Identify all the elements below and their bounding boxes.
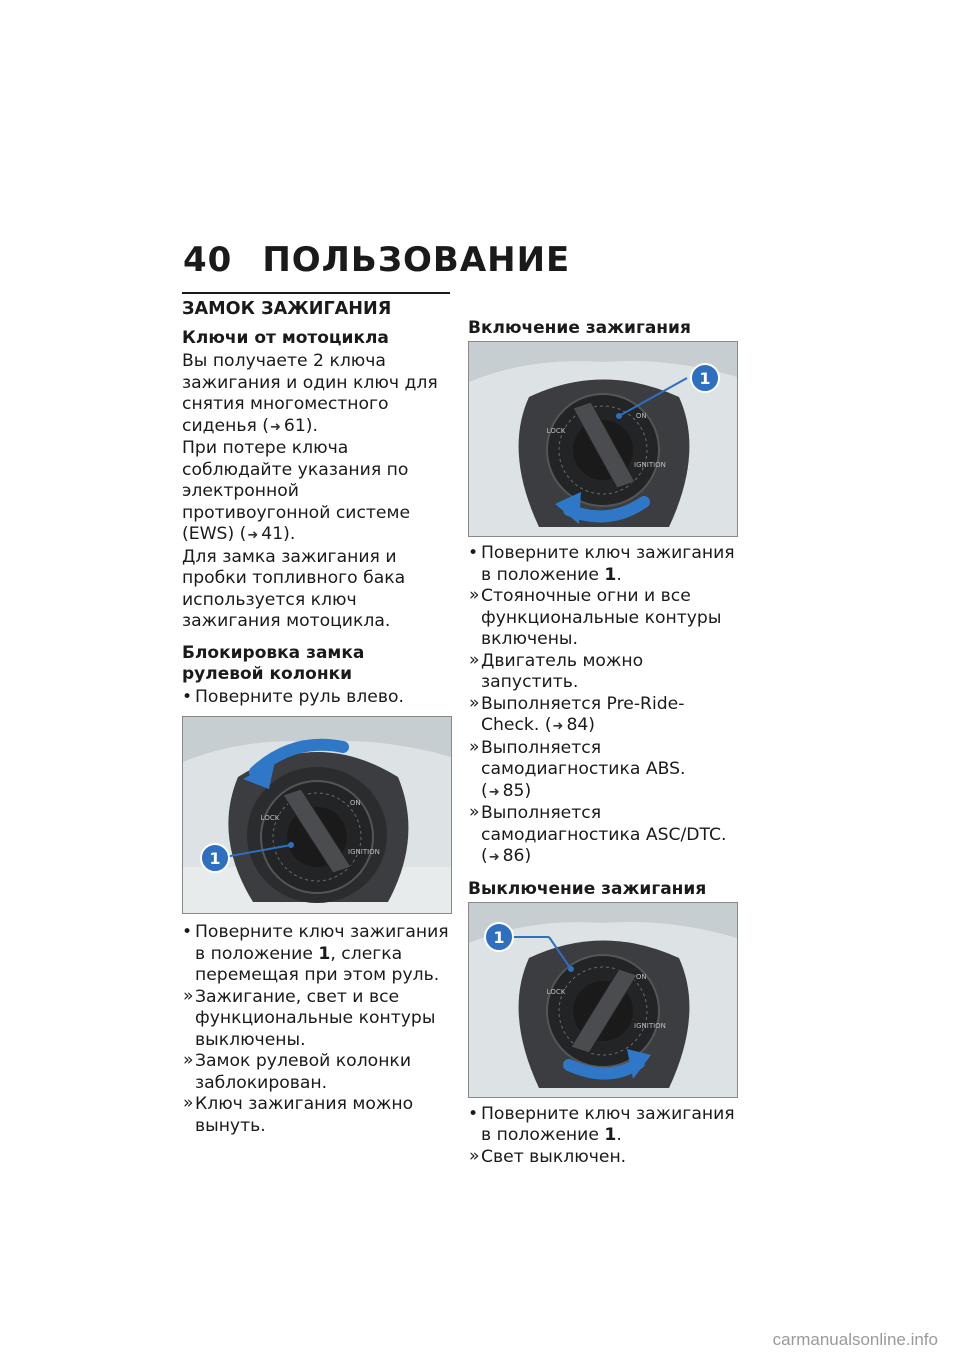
result-item: » Замок рулевой колонки заблокирован.: [182, 1051, 450, 1094]
reference-arrow-icon: ➜: [488, 850, 500, 865]
ignition-off-list: [468, 1104, 736, 1169]
reference-arrow-icon: ➜: [269, 419, 281, 435]
dial-position-label: LOCK: [546, 426, 566, 435]
page-reference[interactable]: (➜ 86): [481, 846, 531, 866]
list-item: • Поверните ключ зажигания в положение 1.: [468, 1104, 736, 1147]
dial-position-label: IGNITION: [348, 848, 380, 857]
result-item: » Выполняется самодиагностика ASC/DTC. (➜ 86): [468, 803, 736, 869]
keys-paragraph-2: При потере ключа соблюдайте указания по электронной противоугонной системе (EWS) (➜ 41).: [182, 438, 450, 547]
page-number: 40: [183, 240, 233, 280]
dial-position-label: IGNITION: [634, 461, 666, 470]
dial-position-label: ON: [635, 972, 647, 981]
dial-position-label: LOCK: [546, 987, 566, 996]
reference-arrow-icon: ➜: [488, 784, 500, 800]
steering-lock-steps-continued: [182, 922, 450, 1137]
result-item: » Зажигание, свет и все функциональные контуры выключены.: [182, 987, 450, 1052]
ignition-on-figure: [468, 341, 738, 537]
left-column: [182, 292, 450, 1137]
steering-lock-steps: [182, 687, 450, 709]
page-reference[interactable]: (➜ 41).: [240, 524, 296, 544]
dial-position-label: IGNITION: [634, 1021, 666, 1030]
result-item: » Ключ зажигания можно вынуть.: [182, 1094, 450, 1137]
page-reference[interactable]: (➜ 85): [481, 781, 531, 801]
steering-lock-figure: [182, 716, 452, 914]
keys-paragraph-1: Вы получаете 2 ключа зажигания и один ключ для снятия многоместного сиденья (➜ 61).: [182, 351, 450, 438]
section-rule: [182, 292, 450, 294]
chapter-header: [183, 240, 570, 280]
list-item: • Поверните руль влево.: [182, 687, 450, 709]
callout-number: 1: [493, 927, 505, 947]
reference-arrow-icon: ➜: [247, 528, 259, 543]
dial-position-label: ON: [349, 798, 361, 807]
section-title: ЗАМОК ЗАЖИГАНИЯ: [182, 299, 392, 319]
result-item: » Выполняется самодиагностика ABS. (➜ 85): [468, 738, 736, 804]
result-item: » Выполняется Pre-Ride-Check. (➜ 84): [468, 694, 736, 738]
ignition-off-figure: [468, 902, 738, 1098]
list-item: • Поверните ключ зажигания в положение 1.: [468, 543, 736, 586]
steering-lock-heading: Блокировка замка рулевой колонки: [182, 642, 365, 684]
footer-watermark[interactable]: carmanualsonline.info: [772, 1330, 938, 1349]
callout-number: 1: [209, 849, 221, 868]
result-item: » Двигатель можно запустить.: [468, 651, 736, 694]
keys-heading: Ключи от мотоцикла: [182, 328, 389, 348]
reference-arrow-icon: ➜: [552, 719, 564, 734]
keys-paragraph-3: Для замка зажигания и пробки топливного бака используется ключ зажигания мотоцикла.: [182, 546, 406, 631]
page-reference[interactable]: (➜ 84): [545, 715, 595, 735]
ignition-on-heading: Включение зажигания: [468, 318, 691, 338]
result-item: » Стояночные огни и все функциональные контуры включены.: [468, 586, 736, 651]
chapter-title: ПОЛЬЗОВАНИЕ: [262, 240, 571, 280]
dial-position-label: LOCK: [260, 813, 280, 822]
ignition-on-list: [468, 543, 736, 869]
list-item: • Поверните ключ зажигания в положение 1, слегка перемещая при этом руль.: [182, 922, 450, 987]
ignition-off-heading: Выключение зажигания: [468, 878, 707, 899]
dial-position-label: ON: [635, 411, 647, 420]
page-reference[interactable]: (➜ 61).: [262, 416, 318, 436]
result-item: » Свет выключен.: [468, 1147, 736, 1169]
right-column: [468, 318, 736, 1168]
callout-number: 1: [699, 369, 711, 388]
